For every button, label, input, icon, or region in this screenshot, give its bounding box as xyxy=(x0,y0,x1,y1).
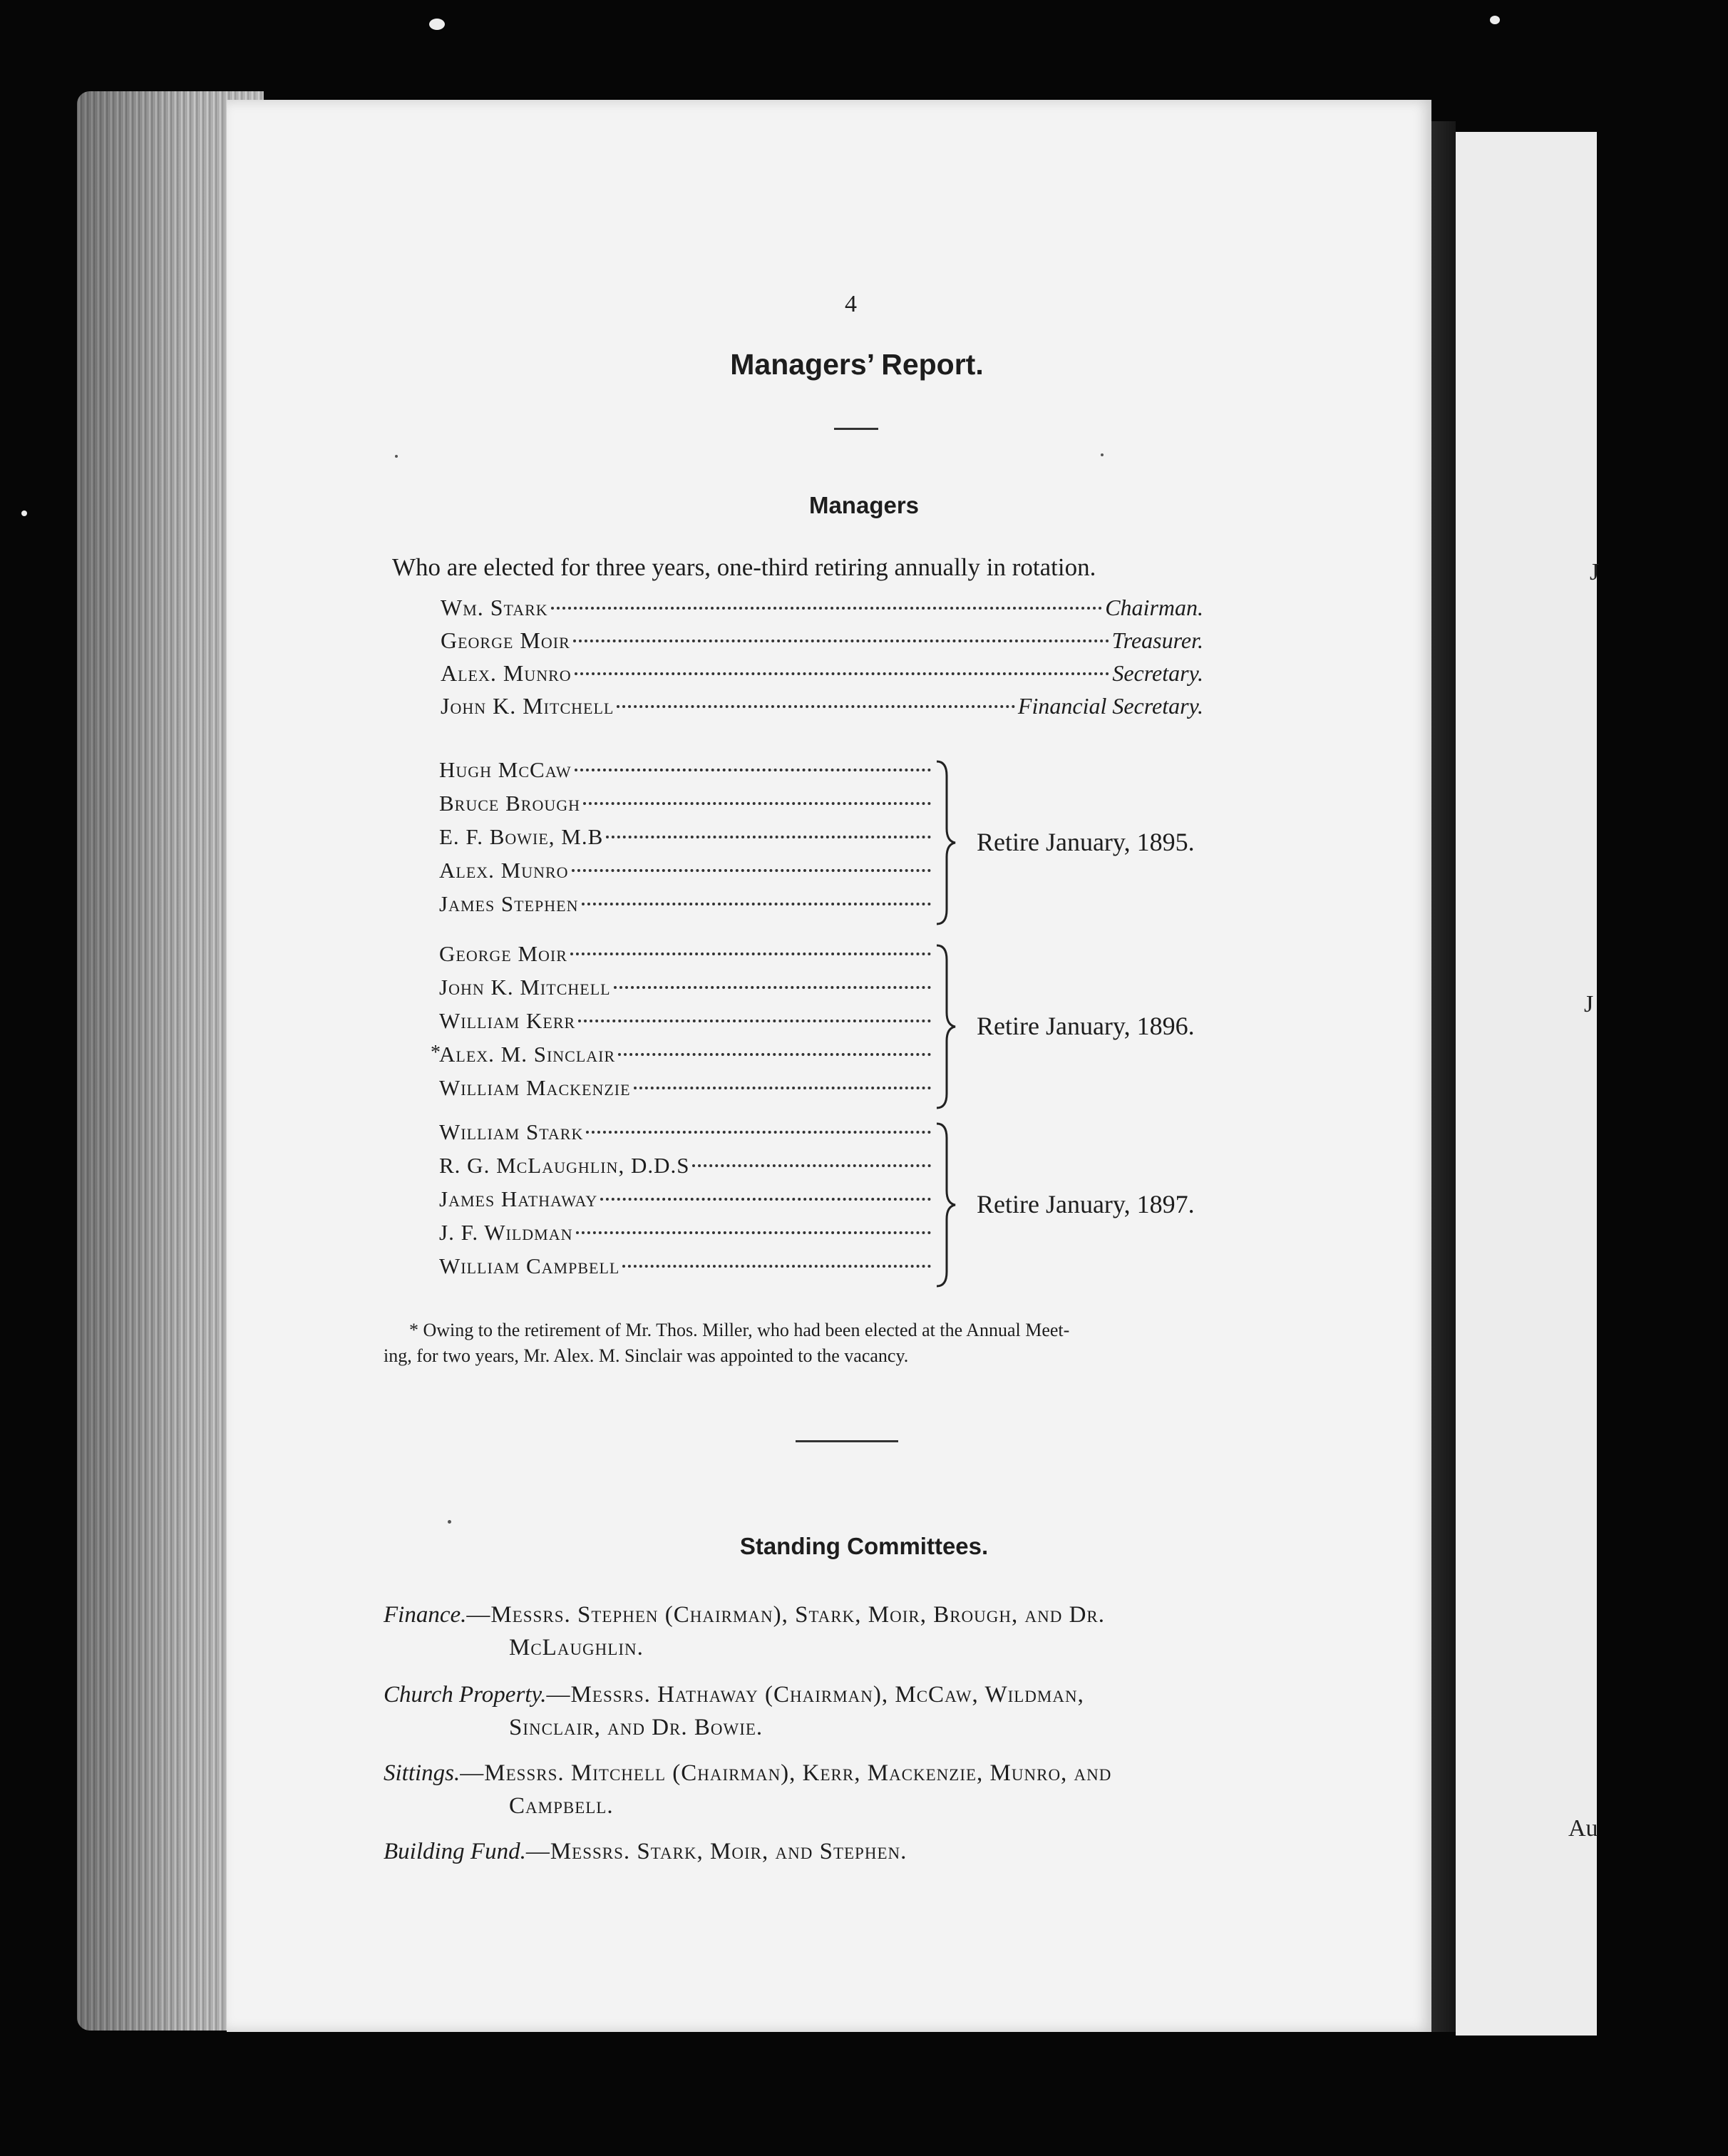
committee-entry xyxy=(384,1598,1310,1664)
member-row xyxy=(439,891,931,924)
next-page-fragment: Au xyxy=(1568,1815,1598,1842)
dust-speck xyxy=(1490,16,1500,24)
member-name: John K. Mitchell xyxy=(439,975,611,1000)
officer-role: Financial Secretary. xyxy=(1017,693,1203,719)
member-name: William Mackenzie xyxy=(439,1075,631,1100)
dot-leader xyxy=(578,1020,931,1022)
right-brace-icon xyxy=(931,943,968,1111)
officer-row xyxy=(441,660,1203,693)
committee-members-cont: McLaughlin. xyxy=(509,1635,644,1660)
committee-name: Sittings. xyxy=(384,1760,461,1786)
member-row xyxy=(439,1119,931,1152)
dot-leader xyxy=(572,869,931,872)
footnote xyxy=(384,1318,1317,1369)
ink-speck xyxy=(1101,453,1104,456)
page-number: 4 xyxy=(845,291,857,317)
member-name: William Campbell xyxy=(439,1253,620,1278)
committee-members-cont: Campbell. xyxy=(509,1793,614,1819)
committee-members: —Messrs. Stark, Moir, and Stephen. xyxy=(525,1839,907,1864)
member-name: George Moir xyxy=(439,941,567,966)
member-row xyxy=(439,1008,931,1041)
officer-role: Treasurer. xyxy=(1111,627,1203,653)
dot-leader xyxy=(576,1231,931,1234)
section-divider xyxy=(796,1440,898,1442)
member-name: William Stark xyxy=(439,1119,584,1144)
footnote-line: * Owing to the retirement of Mr. Thos. Miller, who had been elected at the Annual Meet- xyxy=(409,1320,1070,1340)
member-row xyxy=(439,1186,931,1219)
committee-entry xyxy=(384,1757,1310,1822)
dot-leader xyxy=(583,802,931,805)
member-name: R. G. McLaughlin, D.D.S xyxy=(439,1153,690,1178)
officer-row xyxy=(441,627,1203,660)
next-page-edge xyxy=(1456,132,1600,2036)
member-name: William Kerr xyxy=(439,1008,576,1033)
title-divider xyxy=(834,428,878,430)
member-name: James Stephen xyxy=(439,891,579,916)
member-row xyxy=(439,791,931,823)
dot-leader xyxy=(618,1053,931,1056)
member-row xyxy=(439,757,931,790)
standing-committees-heading: Standing Committees. xyxy=(739,1533,989,1559)
managers-intro: Who are elected for three years, one-third retiring annually in rotation. xyxy=(392,553,1096,581)
officer-row xyxy=(441,595,1203,627)
member-row xyxy=(439,975,931,1007)
ink-speck xyxy=(448,1520,451,1524)
member-row xyxy=(439,858,931,890)
retirement-group-1897 xyxy=(432,1119,1266,1290)
officer-role: Secretary. xyxy=(1112,660,1203,686)
committee-entry xyxy=(384,1835,1310,1868)
committee-members-cont: Sinclair, and Dr. Bowie. xyxy=(509,1715,763,1740)
dot-leader xyxy=(622,1265,931,1268)
committee-entry xyxy=(384,1678,1310,1744)
committee-name: Building Fund. xyxy=(384,1839,526,1864)
officer-name: Alex. Munro xyxy=(441,660,572,686)
member-name: Hugh McCaw xyxy=(439,757,572,782)
retire-label: Retire January, 1896. xyxy=(977,1012,1195,1040)
retirement-group-1896 xyxy=(432,941,1266,1112)
committee-name: Church Property. xyxy=(384,1682,547,1708)
dot-leader xyxy=(600,1198,931,1201)
dot-leader xyxy=(634,1087,931,1089)
officer-role: Chairman. xyxy=(1105,595,1203,620)
member-name: Alex. Munro xyxy=(439,858,569,883)
right-brace-icon xyxy=(931,759,968,927)
committee-name: Finance. xyxy=(384,1602,467,1628)
dot-leader xyxy=(606,836,931,838)
member-name: E. F. Bowie, M.B xyxy=(439,824,604,849)
member-row xyxy=(439,1075,931,1108)
ink-speck xyxy=(395,455,398,458)
member-name: Bruce Brough xyxy=(439,791,581,816)
dot-leader xyxy=(551,607,1103,610)
committee-members: —Messrs. Hathaway (Chairman), McCaw, Wildman, xyxy=(546,1682,1084,1708)
dot-leader xyxy=(570,953,931,955)
right-brace-icon xyxy=(931,1121,968,1289)
retire-label: Retire January, 1895. xyxy=(977,828,1195,856)
officer-row xyxy=(441,693,1203,726)
dot-leader xyxy=(617,705,1015,708)
member-row xyxy=(439,824,931,857)
next-page-fragment: J xyxy=(1590,559,1600,585)
member-row xyxy=(439,1220,931,1253)
dot-leader xyxy=(614,986,931,989)
member-row xyxy=(439,941,931,974)
dot-leader xyxy=(582,903,931,905)
member-row xyxy=(431,1042,931,1074)
page-title: Managers’ Report. xyxy=(730,348,984,381)
officer-name: George Moir xyxy=(441,627,570,653)
officer-name: Wm. Stark xyxy=(441,595,548,620)
dot-leader xyxy=(575,672,1110,675)
dot-leader xyxy=(575,769,931,771)
committee-members: —Messrs. Stephen (Chairman), Stark, Moir, Brough, and Dr. xyxy=(466,1602,1105,1628)
member-name: James Hathaway xyxy=(439,1186,598,1211)
dot-leader xyxy=(692,1164,931,1167)
footnote-marker: * xyxy=(431,1042,441,1064)
member-row xyxy=(439,1253,931,1286)
next-page-fragment: J xyxy=(1584,991,1594,1017)
dot-leader xyxy=(573,640,1109,642)
committee-members: —Messrs. Mitchell (Chairman), Kerr, Mackenzie, Munro, and xyxy=(460,1760,1112,1786)
footnote-line: ing, for two years, Mr. Alex. M. Sinclair was appointed to the vacancy. xyxy=(384,1345,909,1366)
dot-leader xyxy=(586,1131,931,1134)
member-name: J. F. Wildman xyxy=(439,1220,573,1245)
retirement-group-1895 xyxy=(432,757,1266,928)
retire-label: Retire January, 1897. xyxy=(977,1190,1195,1218)
member-name: Alex. M. Sinclair xyxy=(439,1042,616,1067)
officer-name: John K. Mitchell xyxy=(441,693,614,719)
dust-speck xyxy=(429,19,445,30)
managers-heading: Managers xyxy=(808,492,920,518)
member-row xyxy=(439,1153,931,1186)
